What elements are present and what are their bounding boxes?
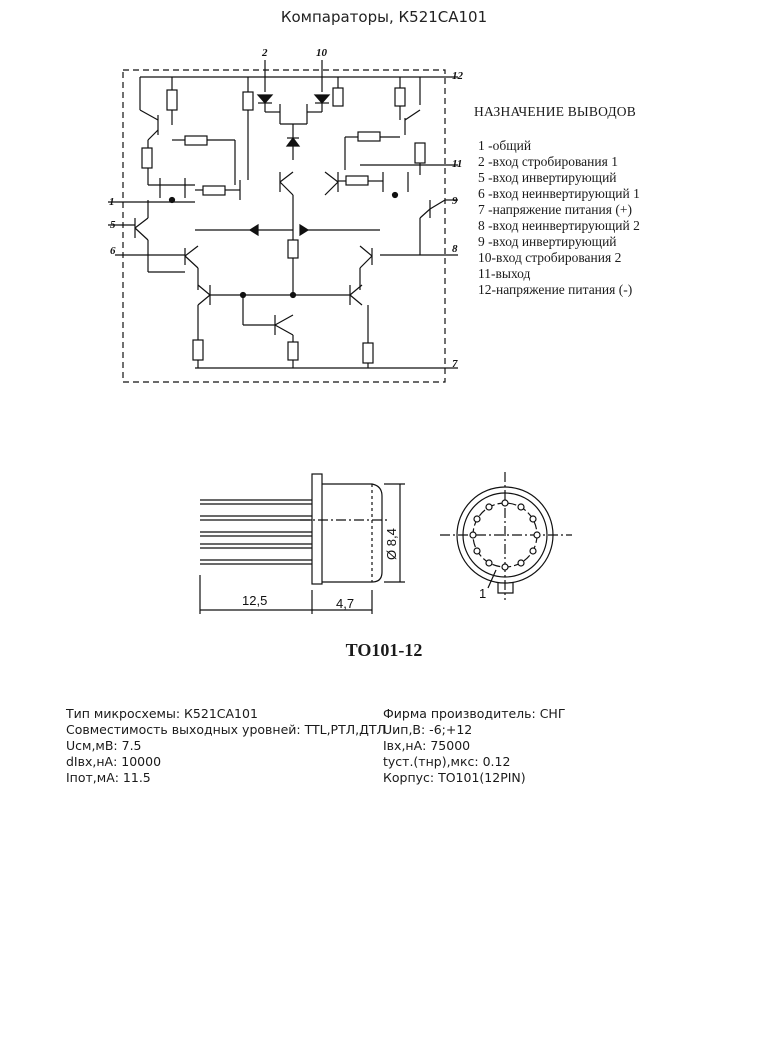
resistor: [358, 132, 380, 141]
spec-manufacturer: Фирма производитель: СНГ: [383, 706, 566, 721]
spec-chip-type: Тип микросхемы: К521СА101: [66, 706, 258, 721]
resistor: [142, 148, 152, 168]
resistor: [167, 90, 177, 110]
spec-offset-voltage: Uсм,мВ: 7.5: [66, 738, 142, 753]
spec-compatibility: Совместимость выходных уровней: TTL,РТЛ,ДТЛ: [66, 722, 386, 737]
resistor: [288, 240, 298, 258]
package-boundary: [123, 70, 445, 382]
resistor: [203, 186, 225, 195]
pin-label: 9: [452, 195, 458, 207]
dim-diameter: Ø 8,4: [384, 528, 399, 560]
pin-label: 1: [109, 196, 115, 208]
pin-label: 8: [452, 243, 458, 255]
pin-label: 11: [452, 158, 463, 170]
package-side-view: [200, 474, 405, 614]
spec-input-offset-current: dIвх,нА: 10000: [66, 754, 162, 769]
list-item: 5 -вход инвертирующий: [478, 170, 617, 185]
spec-supply-current: Iпот,мА: 11.5: [66, 770, 151, 785]
pin-label: 5: [110, 219, 116, 231]
key-pin-label: 1: [479, 586, 487, 601]
pin-assignment-list: [478, 138, 640, 298]
dim-length: 12,5: [242, 593, 268, 608]
spec-package: Корпус: TO101(12PIN): [383, 770, 526, 785]
list-item: 11-выход: [478, 266, 531, 281]
list-item: 10-вход стробирования 2: [478, 250, 622, 265]
spec-settling-time: tуст.(тнр),мкс: 0.12: [383, 754, 511, 769]
resistor: [243, 92, 253, 110]
list-item: 7 -напряжение питания (+): [478, 202, 632, 217]
package-bottom-view: [440, 472, 572, 601]
pin-assignment-heading: НАЗНАЧЕНИЕ ВЫВОДОВ: [474, 104, 636, 119]
spec-supply-voltage: Uип,В: -6;+12: [383, 722, 473, 737]
list-item: 2 -вход стробирования 1: [478, 154, 618, 169]
pin-label: 2: [262, 47, 268, 59]
list-item: 12-напряжение питания (-): [478, 282, 633, 297]
package-name: TO101-12: [345, 640, 423, 660]
resistor: [415, 143, 425, 163]
list-item: 8 -вход неинвертирующий 2: [478, 218, 640, 233]
resistor: [363, 343, 373, 363]
resistor: [288, 342, 298, 360]
resistor: [346, 176, 368, 185]
resistor: [395, 88, 405, 106]
spec-input-current: Iвх,нА: 75000: [383, 738, 471, 753]
pin-label: 10: [316, 47, 327, 59]
pin-label: 6: [110, 245, 116, 257]
pin-label: 7: [452, 358, 458, 370]
list-item: 6 -вход неинвертирующий 1: [478, 186, 640, 201]
list-item: 9 -вход инвертирующий: [478, 234, 617, 249]
resistor: [185, 136, 207, 145]
dim-body: 4,7: [336, 596, 355, 611]
resistor: [193, 340, 203, 360]
page-title: Компараторы, К521СА101: [280, 8, 488, 26]
resistor: [333, 88, 343, 106]
pin-label: 12: [452, 70, 463, 82]
list-item: 1 -общий: [478, 138, 532, 153]
